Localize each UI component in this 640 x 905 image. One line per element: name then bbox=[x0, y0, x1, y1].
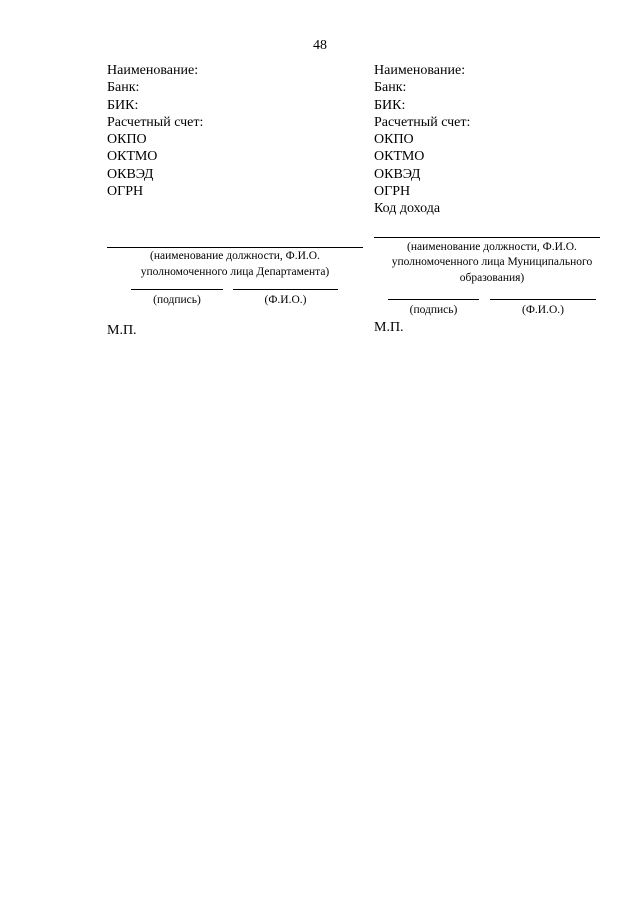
field-ogrn: ОГРН bbox=[107, 184, 144, 200]
position-caption bbox=[107, 249, 363, 280]
requisites-list bbox=[107, 62, 365, 200]
position-caption-line: (наименование должности, Ф.И.О. bbox=[407, 240, 577, 253]
signature-label: (подпись) bbox=[153, 294, 201, 307]
name-line bbox=[233, 289, 338, 290]
requisites-list bbox=[374, 62, 610, 218]
signature-row bbox=[374, 299, 610, 339]
signature-line bbox=[131, 289, 223, 290]
field-oktmo: ОКТМО bbox=[374, 149, 425, 165]
field-okpo: ОКПО bbox=[107, 132, 147, 148]
field-income-code: Код дохода bbox=[374, 201, 441, 217]
page-number: 48 bbox=[313, 38, 327, 53]
name-block bbox=[233, 289, 338, 307]
field-name: Наименование: bbox=[107, 63, 199, 78]
signature-line bbox=[388, 299, 479, 300]
signature-row bbox=[107, 289, 365, 329]
field-name: Наименование: bbox=[374, 63, 466, 78]
seal-placeholder: М.П. bbox=[374, 320, 404, 336]
field-bik: БИК: bbox=[374, 97, 406, 113]
position-signature-line bbox=[374, 237, 600, 238]
position-caption bbox=[374, 240, 610, 287]
municipality-requisites bbox=[374, 62, 610, 336]
field-bank: Банк: bbox=[374, 80, 407, 96]
field-account: Расчетный счет: bbox=[374, 114, 471, 130]
name-line bbox=[490, 299, 596, 300]
field-bank: Банк: bbox=[107, 80, 140, 96]
signature-block bbox=[131, 289, 223, 307]
field-ogrn: ОГРН bbox=[374, 184, 411, 200]
field-okved: ОКВЭД bbox=[374, 166, 421, 182]
field-oktmo: ОКТМО bbox=[107, 149, 158, 165]
name-label: (Ф.И.О.) bbox=[522, 304, 564, 317]
field-account: Расчетный счет: bbox=[107, 114, 204, 130]
position-caption-line: уполномоченного лица Муниципального bbox=[391, 256, 593, 269]
position-caption-line: (наименование должности, Ф.И.О. bbox=[150, 250, 320, 263]
signature-label: (подпись) bbox=[409, 304, 458, 317]
field-okved: ОКВЭД bbox=[107, 166, 154, 182]
name-block bbox=[490, 299, 596, 317]
position-signature-line bbox=[107, 247, 363, 248]
signature-block bbox=[388, 299, 479, 317]
department-requisites bbox=[107, 62, 365, 339]
seal-placeholder: М.П. bbox=[107, 323, 137, 339]
field-bik: БИК: bbox=[107, 97, 139, 113]
position-caption-line: уполномоченного лица Департамента) bbox=[140, 265, 330, 278]
name-label: (Ф.И.О.) bbox=[264, 294, 307, 307]
position-caption-line: образования) bbox=[459, 271, 525, 284]
field-okpo: ОКПО bbox=[374, 132, 414, 148]
